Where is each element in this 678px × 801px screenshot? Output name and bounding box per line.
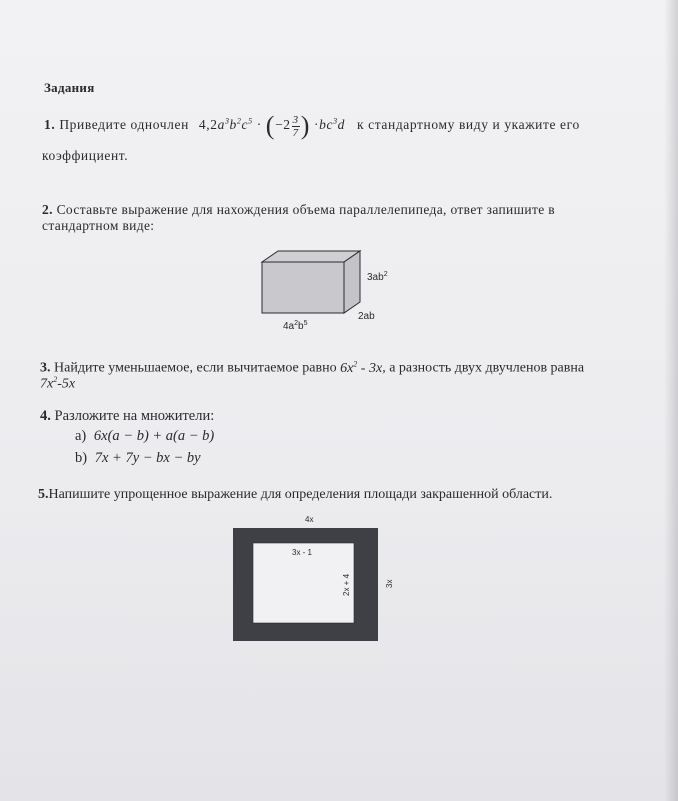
- q5-number: 5.: [38, 487, 49, 502]
- parallelepiped-diagram: [255, 245, 415, 340]
- q4-line1: [40, 408, 214, 425]
- q1-line2: коэффициент.: [42, 148, 129, 163]
- q1-number: 1.: [44, 117, 56, 133]
- label-inner-height: 2x + 4: [342, 573, 351, 596]
- q5-text: Напишите упрощенное выражение для определения площади закрашенной области.: [48, 487, 553, 502]
- q3-number: 3.: [40, 360, 51, 376]
- box-top-face: [262, 251, 360, 262]
- q3-line1: [40, 359, 584, 377]
- q2-number: 2.: [42, 202, 53, 217]
- q3-difference: $7x^2-5x$: [40, 375, 76, 392]
- q2-text-line1: Составьте выражение для нахождения объема параллелепипеда, ответ запишите в: [56, 202, 555, 217]
- label-height: $3ab^2$: [367, 271, 388, 283]
- q3-subtrahend: $6x^2 - 3x$: [340, 359, 383, 376]
- q2-line1: [42, 202, 555, 218]
- label-outer-width: 4x: [305, 515, 314, 524]
- q1-fraction: $\frac{3}{7}$: [292, 113, 299, 139]
- q4-number: 4.: [40, 408, 51, 424]
- label-length: $4a^2b^5$: [283, 320, 308, 332]
- q2-line2: стандартном виде:: [42, 218, 155, 233]
- q1-text-after: к стандартному виду и укажите его: [357, 117, 580, 133]
- box-side-face: [344, 251, 360, 313]
- q1-line1: [44, 111, 580, 141]
- q4-item-b: b) 7x + 7y − bx − by: [75, 450, 201, 466]
- box-front-face: [262, 262, 344, 313]
- q3-text-a: Найдите уменьшаемое, если вычитаемое равно: [54, 360, 337, 376]
- label-inner-width: 3x - 1: [292, 548, 313, 557]
- label-depth: 2ab: [358, 311, 375, 322]
- q5-line1: [38, 487, 552, 503]
- q3-text-b: , а разность двух двучленов равна: [382, 360, 585, 376]
- page-edge-shadow: [664, 0, 678, 801]
- shaded-frame-diagram: [225, 510, 405, 645]
- q1-text-before: Приведите одночлен: [59, 117, 189, 133]
- label-outer-height: 3x: [385, 579, 394, 588]
- q4-item-a: а) 6x(a − b) + a(a − b): [75, 428, 215, 444]
- q1-monomial: $4,2a^3b^2c^5 \cdot (-2$ $\frac{3}{7}$ ) $\cdot bc^3d$: [198, 111, 346, 140]
- q4-text: Разложите на множители:: [54, 408, 215, 424]
- page-heading: Задания: [44, 80, 95, 95]
